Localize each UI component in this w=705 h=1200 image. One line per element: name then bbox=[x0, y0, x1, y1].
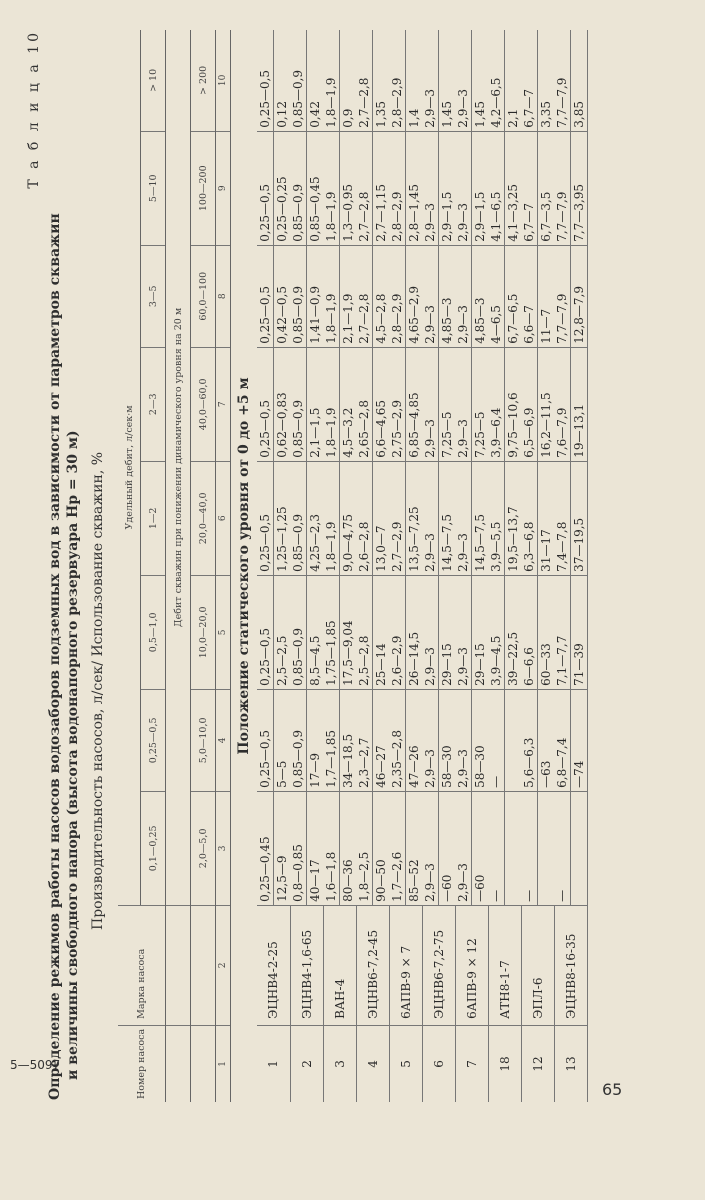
utilization-value: 2,8—2,9 bbox=[389, 245, 406, 347]
header-yield-range: 0,5—1,0 bbox=[141, 575, 166, 689]
header-column-number: 4 bbox=[216, 689, 231, 791]
capacity-value: 58—30 bbox=[439, 689, 456, 791]
capacity-value: 3,85 bbox=[571, 30, 588, 131]
utilization-value: 4,1—6,5 bbox=[488, 131, 505, 245]
capacity-value: 4,1—3,25 bbox=[505, 131, 522, 245]
utilization-value: — bbox=[488, 791, 505, 905]
capacity-value: —60 bbox=[439, 791, 456, 905]
table-row bbox=[488, 30, 505, 1102]
capacity-value: 0,9 bbox=[341, 108, 355, 128]
utilization-value: 0,25—0,5 bbox=[257, 347, 274, 461]
utilization-value: 2,35—2,8 bbox=[389, 689, 406, 791]
header-column-number: 6 bbox=[216, 461, 231, 575]
utilization-value: 7,7—7,9 bbox=[554, 30, 571, 131]
pump-number: 4 bbox=[356, 1025, 389, 1102]
utilization-value: 2,3—2,7 bbox=[356, 689, 373, 791]
utilization-value: 2,9—3 bbox=[455, 347, 472, 461]
pump-number: 13 bbox=[554, 1025, 588, 1102]
utilization-value: 3,9—6,4 bbox=[488, 347, 505, 461]
pump-number: 7 bbox=[455, 1025, 488, 1102]
utilization-value: 2,9—3 bbox=[422, 131, 439, 245]
capacity-value: 7,25—5 bbox=[472, 347, 489, 461]
utilization-value: 0,25—0,5 bbox=[257, 461, 274, 575]
table-title-line-1: Определение режимов работы насосов водозаборов подземных вод в зависимости от параметров скважин bbox=[47, 213, 63, 1100]
utilization-value: 0,85—0,9 bbox=[290, 461, 307, 575]
capacity-value: 2,9—1,5 bbox=[439, 131, 456, 245]
utilization-value: — bbox=[521, 791, 538, 905]
header-debit-range: 5,0—10,0 bbox=[191, 689, 216, 791]
capacity-value: 29—15 bbox=[439, 575, 456, 689]
capacity-value: 4,5—3,2 bbox=[340, 347, 357, 461]
utilization-value: — bbox=[554, 791, 571, 905]
utilization-value: 2,6—2,8 bbox=[356, 461, 373, 575]
utilization-value: 0,25—0,5 bbox=[257, 30, 274, 131]
utilization-value: 2,9—3 bbox=[455, 245, 472, 347]
rotated-table-sheet bbox=[20, 20, 660, 1130]
utilization-value: 1,6—1,8 bbox=[323, 791, 340, 905]
table-title-line-2: и величины свободного напора (высота водонапорного резервуара Hр = 30 м) bbox=[65, 430, 81, 1080]
capacity-value: 1,25—1,25 bbox=[274, 461, 291, 575]
capacity-value: 1,41—0,9 bbox=[307, 245, 324, 347]
capacity-value: 0,12 bbox=[275, 101, 289, 128]
capacity-value: 40—17 bbox=[307, 791, 324, 905]
header-yield-range: 5—10 bbox=[141, 131, 166, 245]
utilization-value: — bbox=[488, 689, 505, 791]
utilization-value: 2,7—2,9 bbox=[389, 461, 406, 575]
pump-brand: 6АПВ-9 × 7 bbox=[389, 905, 422, 1025]
header-pump-brand: Марка насоса bbox=[118, 905, 166, 1025]
table-label: Т а б л и ц а 10 bbox=[26, 30, 42, 189]
capacity-value: 17,5—9,04 bbox=[340, 575, 357, 689]
capacity-value: 13,5—7,25 bbox=[406, 461, 423, 575]
capacity-value: 0,85—0,45 bbox=[307, 131, 324, 245]
header-column-number: 3 bbox=[216, 791, 231, 905]
utilization-value: 6,7—7 bbox=[521, 131, 538, 245]
utilization-value: 1,8—2,5 bbox=[356, 791, 373, 905]
capacity-value: 6,7—3,5 bbox=[538, 131, 555, 245]
utilization-value: 7,7—7,9 bbox=[554, 131, 571, 245]
header-debit-range: > 200 bbox=[191, 30, 216, 131]
header-column-number: 5 bbox=[216, 575, 231, 689]
utilization-value: 2,9—3 bbox=[455, 575, 472, 689]
capacity-value: 4,85—3 bbox=[472, 245, 489, 347]
pump-brand: ЭПЛ-6 bbox=[521, 905, 554, 1025]
header-debit-label: Дебит скважин при понижении динамического уровня на 20 м bbox=[166, 30, 191, 905]
utilization-value: 1,7—2,6 bbox=[389, 791, 406, 905]
pump-number: 12 bbox=[521, 1025, 554, 1102]
capacity-value: 4,25—2,3 bbox=[307, 461, 324, 575]
capacity-value: 0,62—0,83 bbox=[274, 347, 291, 461]
utilization-value: 7,4—7,8 bbox=[554, 461, 571, 575]
capacity-value: 26—14,5 bbox=[406, 575, 423, 689]
table-row bbox=[554, 30, 571, 1102]
capacity-value: 16,2—11,5 bbox=[538, 347, 555, 461]
data-table bbox=[118, 30, 588, 1102]
utilization-value: 1,7—1,85 bbox=[323, 689, 340, 791]
pump-number: 18 bbox=[488, 1025, 521, 1102]
table-row bbox=[389, 30, 406, 1102]
pump-brand: ЭЦНВ4-2-25 bbox=[257, 905, 290, 1025]
utilization-value: 0,85—0,9 bbox=[290, 347, 307, 461]
capacity-value: 6,6—4,65 bbox=[373, 347, 390, 461]
header-yield-range: > 10 bbox=[141, 30, 166, 131]
utilization-value: 0,25—0,5 bbox=[257, 131, 274, 245]
utilization-value: 0,8—0,85 bbox=[290, 791, 307, 905]
utilization-value: 6,7—7 bbox=[521, 30, 538, 131]
utilization-value: 0,85—0,9 bbox=[290, 245, 307, 347]
header-column-number: 8 bbox=[216, 245, 231, 347]
capacity-value: 85—52 bbox=[406, 791, 423, 905]
capacity-value: 1,3—0,95 bbox=[340, 131, 357, 245]
utilization-value: 2,9—3 bbox=[422, 347, 439, 461]
utilization-value: 6—6,6 bbox=[521, 575, 538, 689]
capacity-value: 19—13,1 bbox=[571, 347, 588, 461]
header-debit-range: 20,0—40,0 bbox=[191, 461, 216, 575]
utilization-value: 1,8—1,9 bbox=[323, 245, 340, 347]
utilization-value: 5,6—6,3 bbox=[521, 689, 538, 791]
capacity-value: 12,5—9 bbox=[274, 791, 291, 905]
utilization-value: 1,8—1,9 bbox=[323, 30, 340, 131]
capacity-value: 25—14 bbox=[373, 575, 390, 689]
utilization-value: 0,25—0,45 bbox=[257, 791, 274, 905]
utilization-value: 2,9—3 bbox=[422, 575, 439, 689]
capacity-value: 14,5—7,5 bbox=[472, 461, 489, 575]
capacity-value: 34—18,5 bbox=[340, 689, 357, 791]
capacity-value: 31—17 bbox=[538, 461, 555, 575]
capacity-value: 7,25—5 bbox=[439, 347, 456, 461]
utilization-value: 2,8—2,9 bbox=[389, 131, 406, 245]
utilization-value: 2,65—2,8 bbox=[356, 347, 373, 461]
capacity-value: 8,5—4,5 bbox=[307, 575, 324, 689]
capacity-value: 1,45 bbox=[440, 101, 454, 128]
utilization-value: 2,9—3 bbox=[455, 30, 472, 131]
capacity-value: 71—39 bbox=[571, 575, 588, 689]
capacity-value: 1,45 bbox=[473, 101, 487, 128]
capacity-value: 2,9—1,5 bbox=[472, 131, 489, 245]
utilization-value: 1,75—1,85 bbox=[323, 575, 340, 689]
header-column-number: 2 bbox=[216, 905, 231, 1025]
capacity-value: 6,7—6,5 bbox=[505, 245, 522, 347]
signature-mark: 5—5097 bbox=[10, 1058, 61, 1072]
capacity-value: 2,1—1,9 bbox=[340, 245, 357, 347]
utilization-value: 2,9—3 bbox=[422, 245, 439, 347]
header-debit-range: 10,0—20,0 bbox=[191, 575, 216, 689]
capacity-value: 1,4 bbox=[407, 108, 421, 128]
pump-brand: АТН8-1-7 bbox=[488, 905, 521, 1025]
capacity-value bbox=[538, 791, 555, 905]
utilization-value: 0,85—0,9 bbox=[290, 131, 307, 245]
utilization-value: 2,7—2,8 bbox=[356, 245, 373, 347]
utilization-value: 4—6,5 bbox=[488, 245, 505, 347]
capacity-value: 4,85—3 bbox=[439, 245, 456, 347]
table-row bbox=[356, 30, 373, 1102]
page-number: 65 bbox=[602, 1080, 623, 1099]
capacity-value: 13,0—7 bbox=[373, 461, 390, 575]
header-yield-range: 1—2 bbox=[141, 461, 166, 575]
capacity-value: 4,65—2,9 bbox=[406, 245, 423, 347]
capacity-value: 2,1—1,5 bbox=[307, 347, 324, 461]
capacity-value: 2,1 bbox=[506, 108, 520, 128]
capacity-value: 90—50 bbox=[373, 791, 390, 905]
capacity-value: 2,7—1,15 bbox=[373, 131, 390, 245]
utilization-value: 1,8—1,9 bbox=[323, 461, 340, 575]
utilization-value: 2,7—2,8 bbox=[356, 131, 373, 245]
header-column-number: 1 bbox=[216, 1025, 231, 1102]
capacity-value: 11—7 bbox=[538, 245, 555, 347]
utilization-value: 2,9—3 bbox=[455, 791, 472, 905]
capacity-value: 29—15 bbox=[472, 575, 489, 689]
utilization-value: 6,5—6,9 bbox=[521, 347, 538, 461]
capacity-value bbox=[505, 791, 522, 905]
capacity-value: 7,7—3,95 bbox=[571, 131, 588, 245]
utilization-value: 6,8—7,4 bbox=[554, 689, 571, 791]
capacity-value: —63 bbox=[538, 689, 555, 791]
utilization-value: 2,9—3 bbox=[455, 689, 472, 791]
header-yield-range: 0,25—0,5 bbox=[141, 689, 166, 791]
pump-brand: ЭЦНВ8-16-35 bbox=[554, 905, 588, 1025]
utilization-value: 6,6—7 bbox=[521, 245, 538, 347]
capacity-value: 12,8—7,9 bbox=[571, 245, 588, 347]
pump-number: 2 bbox=[290, 1025, 323, 1102]
utilization-value: 6,3—6,8 bbox=[521, 461, 538, 575]
header-column-number: 7 bbox=[216, 347, 231, 461]
header-debit-range: 60,0—100 bbox=[191, 245, 216, 347]
pump-brand: ЭЦНВ4-1,6-65 bbox=[290, 905, 323, 1025]
capacity-value: 0,42—0,5 bbox=[274, 245, 291, 347]
capacity-value bbox=[505, 689, 522, 791]
table-row bbox=[323, 30, 340, 1102]
table-title bbox=[46, 100, 82, 1100]
pump-number: 5 bbox=[389, 1025, 422, 1102]
capacity-value: 1,35 bbox=[374, 101, 388, 128]
utilization-value: 2,9—3 bbox=[422, 30, 439, 131]
utilization-value: 2,9—3 bbox=[422, 461, 439, 575]
capacity-value bbox=[571, 791, 588, 905]
table-subtitle: Производительность насосов, л/сек/ Использование скважин, % bbox=[90, 451, 106, 930]
header-specific-yield: Удельный дебит, л/сек·м bbox=[118, 30, 141, 905]
table-row bbox=[257, 30, 274, 1102]
capacity-value: 46—27 bbox=[373, 689, 390, 791]
header-yield-range: 2—3 bbox=[141, 347, 166, 461]
utilization-value: 2,8—2,9 bbox=[389, 30, 406, 131]
utilization-value: 2,5—2,8 bbox=[356, 575, 373, 689]
utilization-value: 2,75—2,9 bbox=[389, 347, 406, 461]
data-table-frame bbox=[118, 30, 588, 1102]
capacity-value: 80—36 bbox=[340, 791, 357, 905]
header-column-number: 10 bbox=[216, 30, 231, 131]
table-row bbox=[521, 30, 538, 1102]
capacity-value: 9,0—4,75 bbox=[340, 461, 357, 575]
capacity-value: 39—22,5 bbox=[505, 575, 522, 689]
table-row bbox=[422, 30, 439, 1102]
utilization-value: 0,85—0,9 bbox=[290, 30, 307, 131]
utilization-value: 2,9—3 bbox=[422, 791, 439, 905]
section-title: Положение статического уровня от 0 до +5 м bbox=[236, 377, 252, 755]
capacity-value: 58—30 bbox=[472, 689, 489, 791]
header-column-number: 9 bbox=[216, 131, 231, 245]
pump-number: 1 bbox=[257, 1025, 290, 1102]
capacity-value: 0,42 bbox=[308, 101, 322, 128]
header-yield-range: 3—5 bbox=[141, 245, 166, 347]
utilization-value: 0,25—0,5 bbox=[257, 689, 274, 791]
pump-brand: 6АПВ-9 × 12 bbox=[455, 905, 488, 1025]
header-debit-range: 2,0—5,0 bbox=[191, 791, 216, 905]
capacity-value: —74 bbox=[571, 689, 588, 791]
utilization-value: 1,8—1,9 bbox=[323, 347, 340, 461]
utilization-value: 0,85—0,9 bbox=[290, 575, 307, 689]
pump-brand: ЭЦНВ6-7,2-45 bbox=[356, 905, 389, 1025]
table-row bbox=[455, 30, 472, 1102]
utilization-value: 0,25—0,5 bbox=[257, 575, 274, 689]
header-debit-range: 100—200 bbox=[191, 131, 216, 245]
utilization-value: 2,9—3 bbox=[455, 131, 472, 245]
header-pump-number: Номер насоса bbox=[118, 1025, 166, 1102]
utilization-value: 7,7—7,9 bbox=[554, 245, 571, 347]
capacity-value: 17—9 bbox=[307, 689, 324, 791]
utilization-value: 2,9—3 bbox=[422, 689, 439, 791]
utilization-value: 2,7—2,8 bbox=[356, 30, 373, 131]
utilization-value: 1,8—1,9 bbox=[323, 131, 340, 245]
pump-brand: ВАН-4 bbox=[323, 905, 356, 1025]
utilization-value: 7,6—7,9 bbox=[554, 347, 571, 461]
pump-number: 6 bbox=[422, 1025, 455, 1102]
capacity-value: 0,25—0,25 bbox=[274, 131, 291, 245]
utilization-value: 2,9—3 bbox=[455, 461, 472, 575]
capacity-value: 2,8—1,45 bbox=[406, 131, 423, 245]
utilization-value: 3,9—5,5 bbox=[488, 461, 505, 575]
capacity-value: 5—5 bbox=[274, 689, 291, 791]
utilization-value: 7,1—7,7 bbox=[554, 575, 571, 689]
capacity-value: 6,85—4,85 bbox=[406, 347, 423, 461]
header-debit-range: 40,0—60,0 bbox=[191, 347, 216, 461]
utilization-value: 0,85—0,9 bbox=[290, 689, 307, 791]
capacity-value: 2,5—2,5 bbox=[274, 575, 291, 689]
header-yield-range: 0,1—0,25 bbox=[141, 791, 166, 905]
capacity-value: 4,5—2,8 bbox=[373, 245, 390, 347]
capacity-value: 60—33 bbox=[538, 575, 555, 689]
utilization-value: 0,25—0,5 bbox=[257, 245, 274, 347]
capacity-value: 47—26 bbox=[406, 689, 423, 791]
capacity-value: 14,5—7,5 bbox=[439, 461, 456, 575]
capacity-value: 3,35 bbox=[539, 101, 553, 128]
pump-number: 3 bbox=[323, 1025, 356, 1102]
utilization-value: 2,6—2,9 bbox=[389, 575, 406, 689]
capacity-value: 37—19,5 bbox=[571, 461, 588, 575]
table-row bbox=[290, 30, 307, 1102]
capacity-value: 19,5—13,7 bbox=[505, 461, 522, 575]
pump-brand: ЭЦНВ6-7,2-75 bbox=[422, 905, 455, 1025]
utilization-value: 3,9—4,5 bbox=[488, 575, 505, 689]
capacity-value: 9,75—10,6 bbox=[505, 347, 522, 461]
capacity-value: —60 bbox=[472, 791, 489, 905]
utilization-value: 4,2—6,5 bbox=[488, 30, 505, 131]
